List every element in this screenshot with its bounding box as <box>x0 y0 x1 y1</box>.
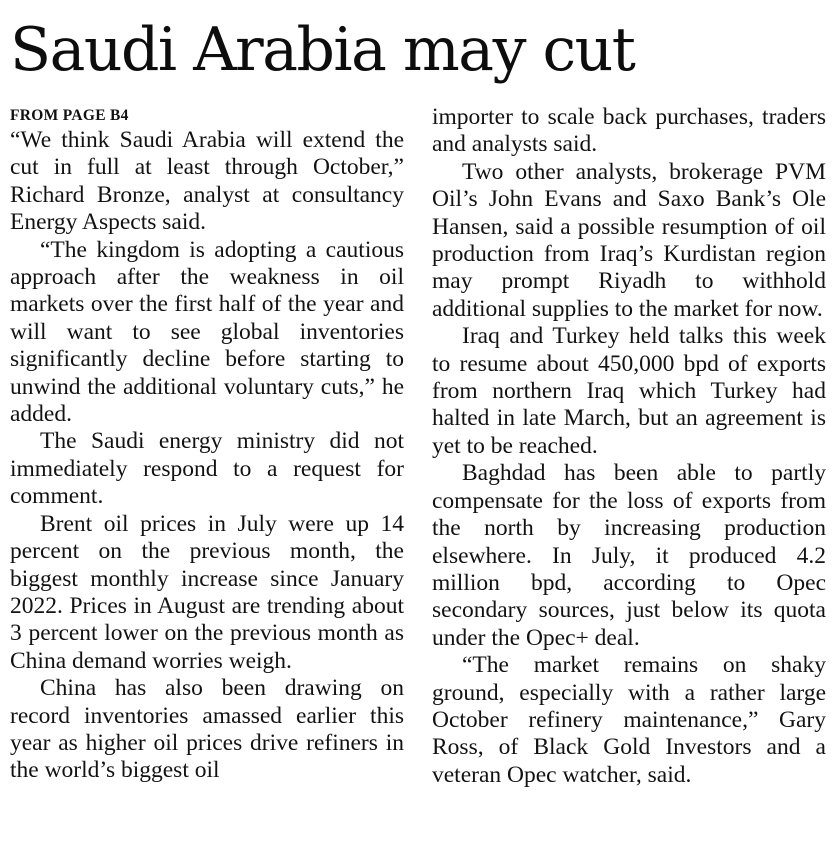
paragraph: Brent oil prices in July were up 14 percent on the previous month, the biggest monthly increase since January 2022. Prices in August are trending about 3 percent lower on the previous month as China demand worries weigh. <box>10 510 404 674</box>
paragraph: Baghdad has been able to partly compensate for the loss of exports from the north by increasing production elsewhere. In July, it produced 4.2 million bpd, according to Opec secondary sources, just below its quota under the Opec+ deal. <box>432 460 826 651</box>
paragraph: Iraq and Turkey held talks this week to resume about 450,000 bpd of exports from northern Iraq which Turkey had halted in late March, but an agreement is yet to be reached. <box>432 323 826 459</box>
article-column-right <box>432 104 826 789</box>
paragraph: Two other analysts, brokerage PVM Oil’s John Evans and Saxo Bank’s Ole Hansen, said a possible resumption of oil production from Iraq’s Kurdistan region may prompt Riyadh to withhold additional supplies to the market for now. <box>432 158 826 322</box>
paragraph: “The market remains on shaky ground, especially with a rather large October refinery maintenance,” Gary Ross, of Black Gold Investors and a veteran Opec watcher, said. <box>432 652 826 788</box>
paragraph: importer to scale back purchases, traders and analysts said. <box>432 104 826 158</box>
headline: Saudi Arabia may cut <box>10 15 635 85</box>
article-column-left <box>10 104 404 785</box>
paragraph: “The kingdom is adopting a cautious approach after the weakness in oil markets over the first half of the year and will want to see global inventories significantly decline before starting to unwind the additional voluntary cuts,” he added. <box>10 236 404 428</box>
paragraph: “We think Saudi Arabia will extend the cut in full at least through October,” Richard Bronze, analyst at consultancy Energy Aspects said. <box>10 127 404 236</box>
paragraph: The Saudi energy ministry did not immediately respond to a request for comment. <box>10 428 404 510</box>
paragraph: China has also been drawing on record inventories amassed earlier this year as higher oil prices drive refiners in the world’s biggest oil <box>10 675 404 784</box>
continuation-label: FROM PAGE B4 <box>10 107 129 124</box>
